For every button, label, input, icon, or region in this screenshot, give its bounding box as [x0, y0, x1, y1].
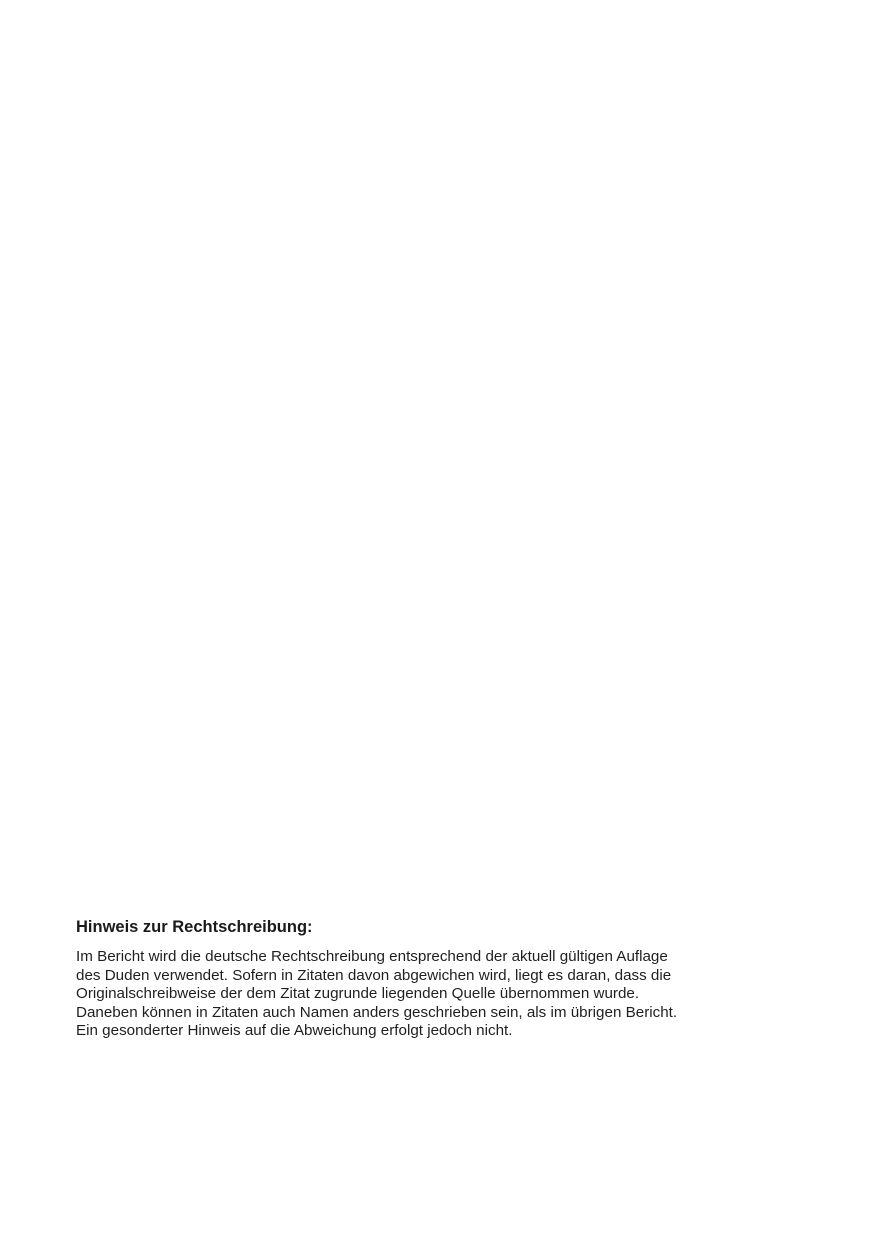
spelling-note	[76, 917, 796, 1041]
spelling-note-line: Originalschreibweise der dem Zitat zugrunde liegenden Quelle übernommen wurde.	[76, 985, 640, 1003]
spelling-note-line: Im Bericht wird die deutsche Rechtschreibung entsprechend der aktuell gültigen Auflage	[76, 948, 668, 965]
spelling-note-heading: Hinweis zur Rechtschreibung:	[76, 918, 313, 936]
spelling-note-line: Daneben können in Zitaten auch Namen anders geschrieben sein, als im übrigen Bericht.	[76, 1003, 678, 1021]
spelling-note-line: Ein gesonderter Hinweis auf die Abweichung erfolgt jedoch nicht.	[76, 1022, 513, 1040]
spelling-note-line: des Duden verwendet. Sofern in Zitaten davon abgewichen wird, liegt es daran, dass die	[76, 966, 672, 984]
spelling-note-body	[76, 948, 796, 1041]
